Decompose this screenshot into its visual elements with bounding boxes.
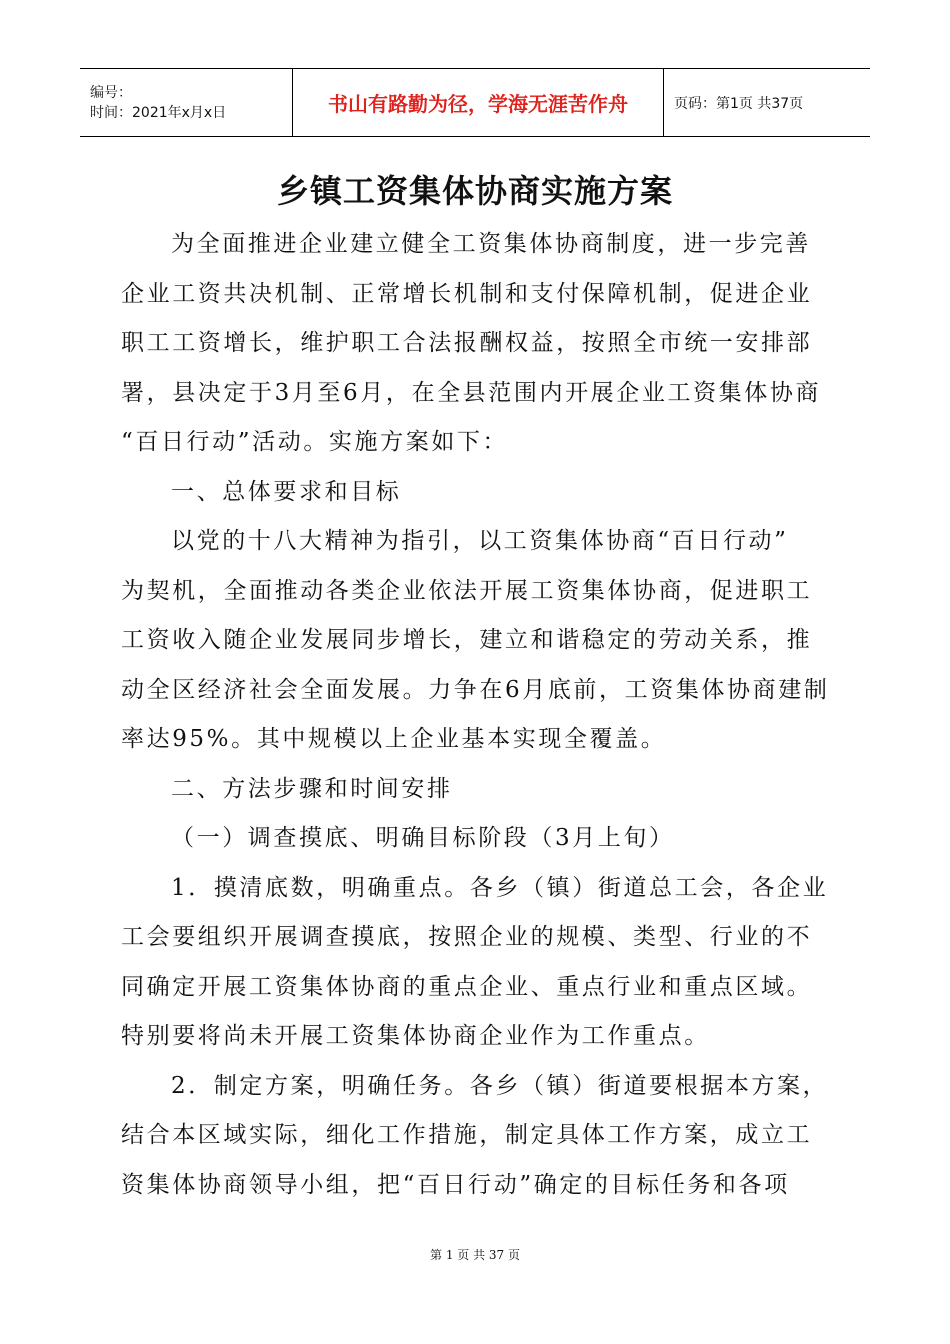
body-line: “百日行动”活动。实施方案如下： xyxy=(121,429,509,455)
subsection-heading: （一）调查摸底、明确目标阶段（3月上旬） xyxy=(171,825,675,851)
body-line: 署，县决定于3月至6月，在全县范围内开展企业工资集体协商 xyxy=(121,379,822,406)
body-line: 2．制定方案，明确任务。各乡（镇）街道要根据本方案， xyxy=(171,1072,829,1099)
section-heading: 一、总体要求和目标 xyxy=(171,478,402,505)
document-title: 乡镇工资集体协商实施方案 xyxy=(276,172,673,210)
body-line: 职工工资增长，维护职工合法报酬权益，按照全市统一安排部 xyxy=(121,330,813,356)
document-body xyxy=(121,220,833,1210)
body-line: 特别要将尚未开展工资集体协商企业作为工作重点。 xyxy=(121,1023,710,1049)
header-page-info xyxy=(664,69,870,136)
body-line: 工会要组织开展调查摸底，按照企业的规模、类型、行业的不 xyxy=(121,924,813,950)
body-line: 为全面推进企业建立健全工资集体协商制度，进一步完善 xyxy=(171,231,811,257)
body-line: 率达95%。其中规模以上企业基本实现全覆盖。 xyxy=(121,726,667,752)
page-info-text: 页码：第1页 共37页 xyxy=(674,95,804,112)
header-meta xyxy=(80,69,293,136)
header-motto xyxy=(293,69,664,136)
body-line: 结合本区域实际，细化工作措施，制定具体工作方案，成立工 xyxy=(121,1122,813,1148)
body-line: 动全区经济社会全面发展。力争在6月底前，工资集体协商建制 xyxy=(121,676,830,703)
body-line: 资集体协商领导小组，把“百日行动”确定的目标任务和各项 xyxy=(121,1171,790,1198)
motto-text: 书山有路勤为径，学海无涯苦作舟 xyxy=(328,92,628,116)
body-line: 企业工资共决机制、正常增长机制和支付保障机制，促进企业 xyxy=(121,280,813,307)
page-footer: 第 1 页 共 37 页 xyxy=(430,1248,520,1262)
document-time: 时间：2021年x月x日 xyxy=(90,104,227,121)
document-number: 编号： xyxy=(90,84,132,101)
document-header xyxy=(80,68,870,137)
body-line: 1．摸清底数，明确重点。各乡（镇）街道总工会，各企业 xyxy=(171,874,829,901)
body-line: 以党的十八大精神为指引，以工资集体协商“百日行动” xyxy=(171,528,789,554)
body-line: 同确定开展工资集体协商的重点企业、重点行业和重点区域。 xyxy=(121,973,813,1000)
body-line: 为契机，全面推动各类企业依法开展工资集体协商，促进职工 xyxy=(121,577,813,604)
section-heading: 二、方法步骤和时间安排 xyxy=(171,775,453,802)
body-line: 工资收入随企业发展同步增长，建立和谐稳定的劳动关系，推 xyxy=(121,627,813,653)
